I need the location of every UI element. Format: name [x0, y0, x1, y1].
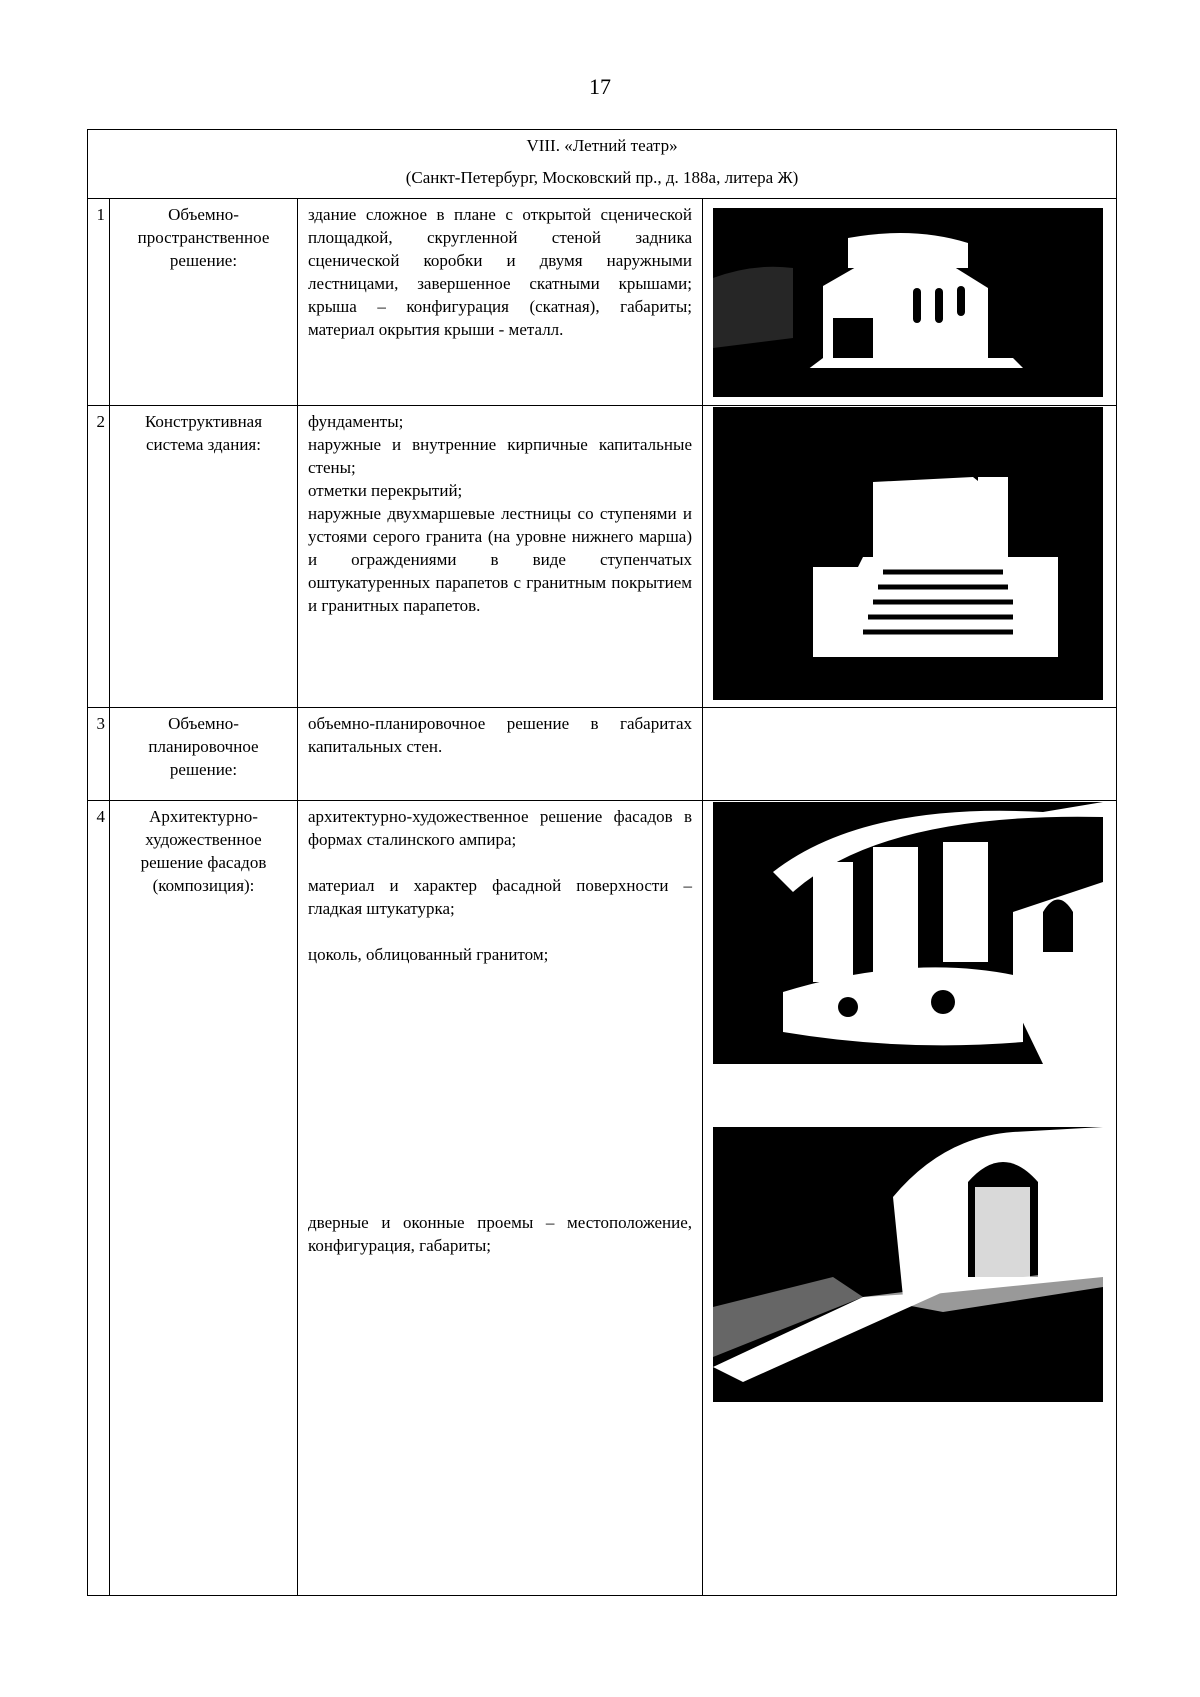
row-number: 4	[88, 801, 110, 1596]
building-photo	[713, 208, 1103, 397]
page-number: 17	[589, 74, 611, 99]
table-row	[88, 406, 1117, 708]
photo-cell	[703, 801, 1117, 1596]
row-category: Объемно- планировочное решение:	[110, 708, 298, 801]
heritage-table	[87, 129, 1117, 1596]
row-description	[298, 708, 703, 801]
object-title: VIII. «Летний театр»	[526, 136, 678, 155]
description-text: здание сложное в плане с открытой сценической площадкой, скругленной стеной задника сценической коробки и двумя наружными лестницами, завершенное скатными крышами; крыша – конфигурация (скатная), габариты; материал окрытия крыши - металл.	[308, 205, 692, 339]
table-row	[88, 801, 1117, 1596]
description-item: дверные и оконные проемы – местоположение, конфигурация, габариты;	[308, 1213, 692, 1255]
description-item: наружные двухмаршевые лестницы со ступенями и устоями серого гранита (на уровне нижнего марша) и ограждениями в виде ступенчатых оштукатуренных парапетов с гранитным покрытием и гранитных парапетов.	[308, 504, 692, 615]
description-item: материал и характер фасадной поверхности – гладкая штукатурка;	[308, 876, 692, 918]
table-header-row	[88, 130, 1117, 199]
row-category: Архитектурно- художественное решение фасадов (композиция):	[110, 801, 298, 1596]
row-description	[298, 199, 703, 406]
description-item: наружные и внутренние кирпичные капитальные стены;	[308, 435, 692, 477]
description-text: объемно-планировочное решение в габаритах капитальных стен.	[308, 714, 692, 756]
row-description	[298, 406, 703, 708]
row-category: Объемно- пространственное решение:	[110, 199, 298, 406]
table-header	[88, 130, 1117, 199]
entrance-photo	[713, 1127, 1103, 1402]
photo-cell	[703, 199, 1117, 406]
object-address: (Санкт-Петербург, Московский пр., д. 188а, литера Ж)	[405, 168, 799, 187]
row-number: 2	[88, 406, 110, 708]
row-category: Конструктивная система здания:	[110, 406, 298, 708]
description-item: цоколь, облицованный гранитом;	[308, 945, 549, 964]
description-item: фундаменты;	[308, 412, 404, 431]
description-item: архитектурно-художественное решение фасадов в формах сталинского ампира;	[308, 807, 692, 849]
table-row	[88, 199, 1117, 406]
photo-cell-empty	[703, 708, 1117, 801]
facade-photo	[713, 802, 1103, 1064]
row-number: 1	[88, 199, 110, 406]
row-number: 3	[88, 708, 110, 801]
photo-cell	[703, 406, 1117, 708]
description-item: отметки перекрытий;	[308, 481, 463, 500]
row-description	[298, 801, 703, 1596]
staircase-photo	[713, 407, 1103, 700]
table-row	[88, 708, 1117, 801]
